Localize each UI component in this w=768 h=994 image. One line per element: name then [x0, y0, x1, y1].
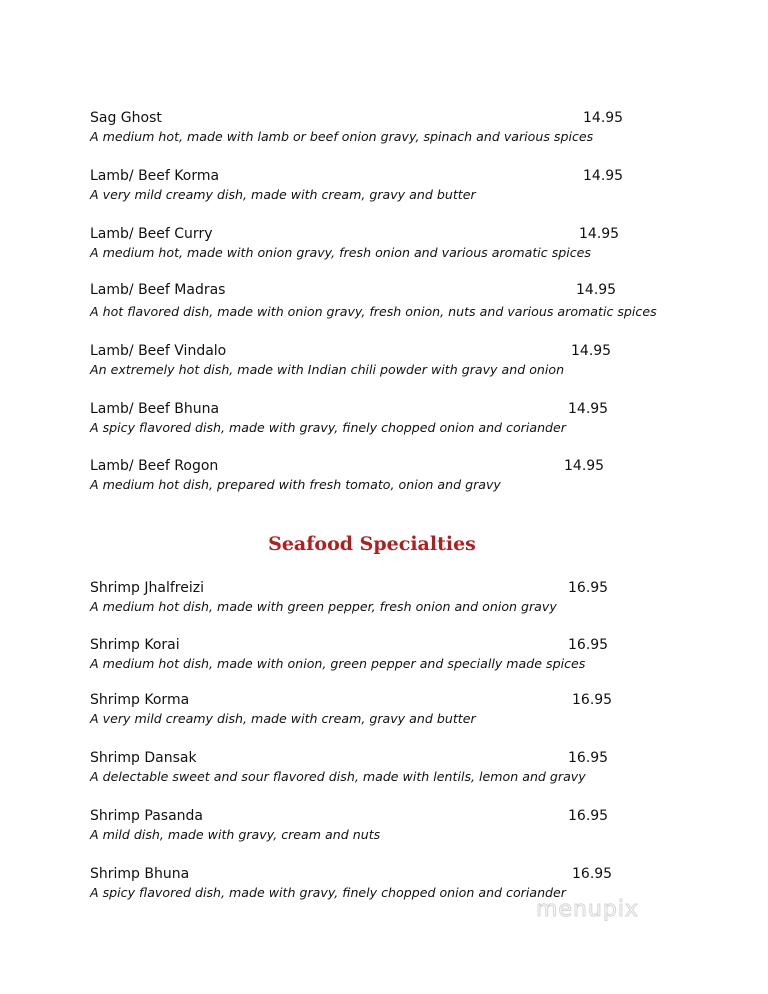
- menu-item-name: Shrimp Bhuna: [90, 866, 190, 882]
- menu-item-description: A medium hot dish, made with green pepper, fresh onion and onion gravy: [90, 599, 557, 614]
- menu-item-name: Shrimp Dansak: [90, 750, 197, 766]
- menu-item-name: Lamb/ Beef Vindalo: [90, 343, 227, 359]
- menu-item-description: A delectable sweet and sour flavored dish, made with lentils, lemon and gravy: [90, 769, 586, 784]
- menu-item-description: A medium hot, made with lamb or beef onion gravy, spinach and various spices: [90, 129, 594, 144]
- menu-item-price: 16.95: [568, 637, 609, 653]
- menu-item-description: A medium hot, made with onion gravy, fresh onion and various aromatic spices: [90, 245, 591, 260]
- menu-item-description: A very mild creamy dish, made with cream, gravy and butter: [90, 711, 476, 726]
- menu-item: [90, 400, 690, 440]
- menu-item-price: 16.95: [568, 750, 609, 766]
- menupix-watermark-logo: menupix: [536, 897, 639, 922]
- menu-item-name: Lamb/ Beef Madras: [90, 282, 226, 298]
- menu-item: [90, 109, 690, 149]
- menu-item-price: 14.95: [583, 168, 624, 184]
- menu-item-description: A mild dish, made with gravy, cream and nuts: [90, 827, 381, 842]
- menu-item-price: 14.95: [579, 226, 620, 242]
- menu-item: [90, 807, 690, 847]
- menu-item: [90, 167, 690, 207]
- menu-item-price: 14.95: [571, 343, 612, 359]
- menu-item-name: Lamb/ Beef Curry: [90, 226, 213, 242]
- menu-item-description: A hot flavored dish, made with onion gravy, fresh onion, nuts and various aromatic spices: [90, 304, 657, 319]
- menu-item: [90, 225, 690, 265]
- menu-item: [90, 342, 690, 382]
- menu-item-name: Sag Ghost: [90, 110, 162, 126]
- menu-item-price: 14.95: [583, 110, 624, 126]
- menu-item-price: 16.95: [568, 808, 609, 824]
- menu-item: [90, 749, 690, 789]
- menu-item-name: Lamb/ Beef Korma: [90, 168, 220, 184]
- menu-item: [90, 636, 690, 676]
- menu-item-price: 14.95: [568, 401, 609, 417]
- menu-item-name: Shrimp Pasanda: [90, 808, 203, 824]
- menu-item-description: A spicy flavored dish, made with gravy, finely chopped onion and coriander: [90, 420, 566, 435]
- menu-item-name: Shrimp Jhalfreizi: [90, 580, 204, 596]
- menu-item-price: 16.95: [568, 580, 609, 596]
- menu-item-price: 14.95: [564, 458, 605, 474]
- menu-item-name: Shrimp Korma: [90, 692, 190, 708]
- menu-item-price: 16.95: [572, 692, 613, 708]
- menu-item-description: An extremely hot dish, made with Indian chili powder with gravy and onion: [90, 362, 565, 377]
- menu-item-description: A medium hot dish, prepared with fresh tomato, onion and gravy: [90, 477, 501, 492]
- menu-item-price: 14.95: [576, 282, 617, 298]
- menu-item: [90, 691, 690, 731]
- menu-item: [90, 281, 690, 321]
- menu-item: [90, 457, 690, 497]
- menu-item-price: 16.95: [572, 866, 613, 882]
- menu-item-description: A very mild creamy dish, made with cream, gravy and butter: [90, 187, 476, 202]
- menu-item-name: Lamb/ Beef Bhuna: [90, 401, 220, 417]
- menu-item-description: A medium hot dish, made with onion, green pepper and specially made spices: [90, 656, 586, 671]
- menu-item-name: Shrimp Korai: [90, 637, 180, 653]
- section-title-seafood: Seafood Specialties: [268, 533, 476, 555]
- menu-item-description: A spicy flavored dish, made with gravy, finely chopped onion and coriander: [90, 885, 566, 900]
- menu-item: [90, 579, 690, 619]
- menu-item-name: Lamb/ Beef Rogon: [90, 458, 219, 474]
